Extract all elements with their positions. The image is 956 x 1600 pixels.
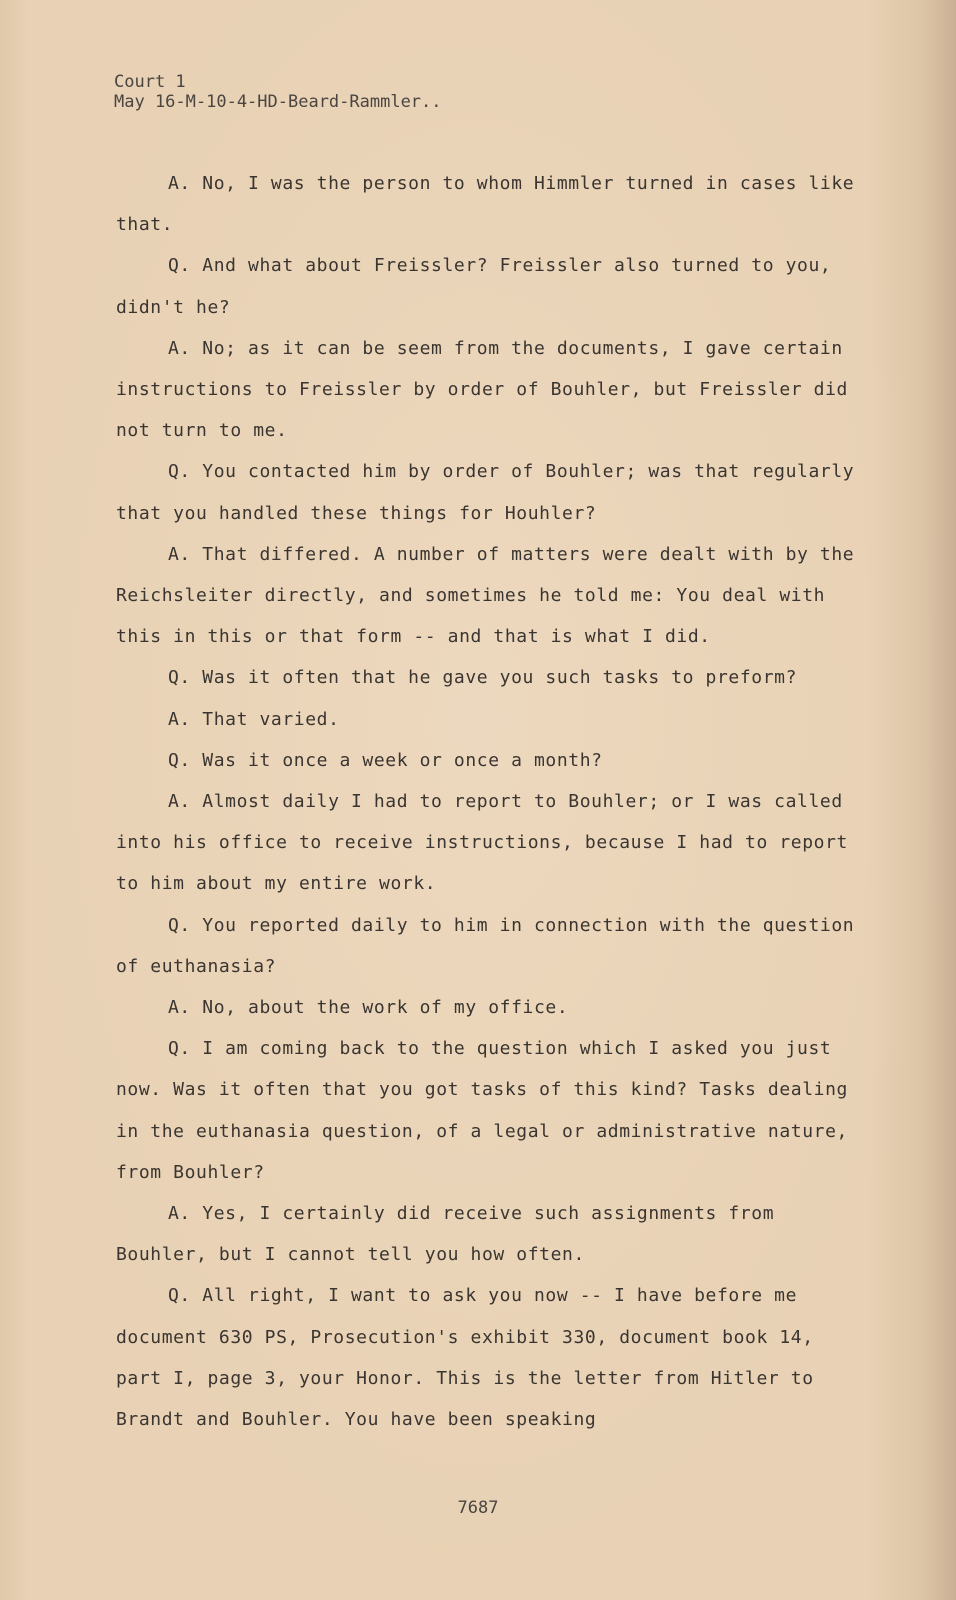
header-court: Court 1 [114, 72, 186, 92]
paragraph-9: A. Almost daily I had to report to Bouhler; or I was called into his office to receive instructions, because I had to report to him about my entire work. [116, 791, 848, 895]
page-number: 7687 [457, 1498, 499, 1518]
paragraph-13: A. Yes, I certainly did receive such assignments from Bouhler, but I cannot tell you how often. [116, 1203, 775, 1266]
paragraph-3: A. No; as it can be seem from the documents, I gave certain instructions to Freissler by order of Bouhler, but Freissler did not turn to me. [116, 337, 848, 442]
paragraph-12: Q. I am coming back to the question which I asked you just now. Was it often that you got tasks of this kind? Tasks dealing in the euthanasia question, of a legal or administrative nature, from Bouhler? [116, 1038, 848, 1183]
paragraph-8: Q. Was it once a week or once a month? [168, 749, 603, 771]
page-edge-shadow [868, 0, 956, 1600]
paragraph-5: A. That differed. A number of matters were dealt with by the Reichsleiter directly, and sometimes he told me: You deal with this in this or that form -- and that is what I did. [116, 543, 855, 648]
document-header [114, 72, 442, 112]
paragraph-4: Q. You contacted him by order of Bouhler; was that regularly that you handled these things for Houhler? [116, 461, 855, 524]
paragraph-11: A. No, about the work of my office. [168, 997, 569, 1019]
header-reference: May 16-M-10-4-HD-Beard-Rammler.. [114, 92, 442, 112]
transcript-body [116, 163, 856, 1440]
paragraph-10: Q. You reported daily to him in connection with the question of euthanasia? [116, 914, 855, 977]
paragraph-2: Q. And what about Freissler? Freissler also turned to you, didn't he? [116, 255, 832, 318]
paragraph-6: Q. Was it often that he gave you such tasks to preform? [168, 667, 798, 689]
paragraph-14: Q. All right, I want to ask you now -- I have before me document 630 PS, Prosecution's exhibit 330, document book 14, part I, page 3, your Honor. This is the letter from Hitler to Brandt and Bouhler. You have been speaking [116, 1285, 814, 1431]
paragraph-7: A. That varied. [168, 708, 340, 730]
paragraph-1: A. No, I was the person to whom Himmler turned in cases like that. [116, 173, 855, 236]
